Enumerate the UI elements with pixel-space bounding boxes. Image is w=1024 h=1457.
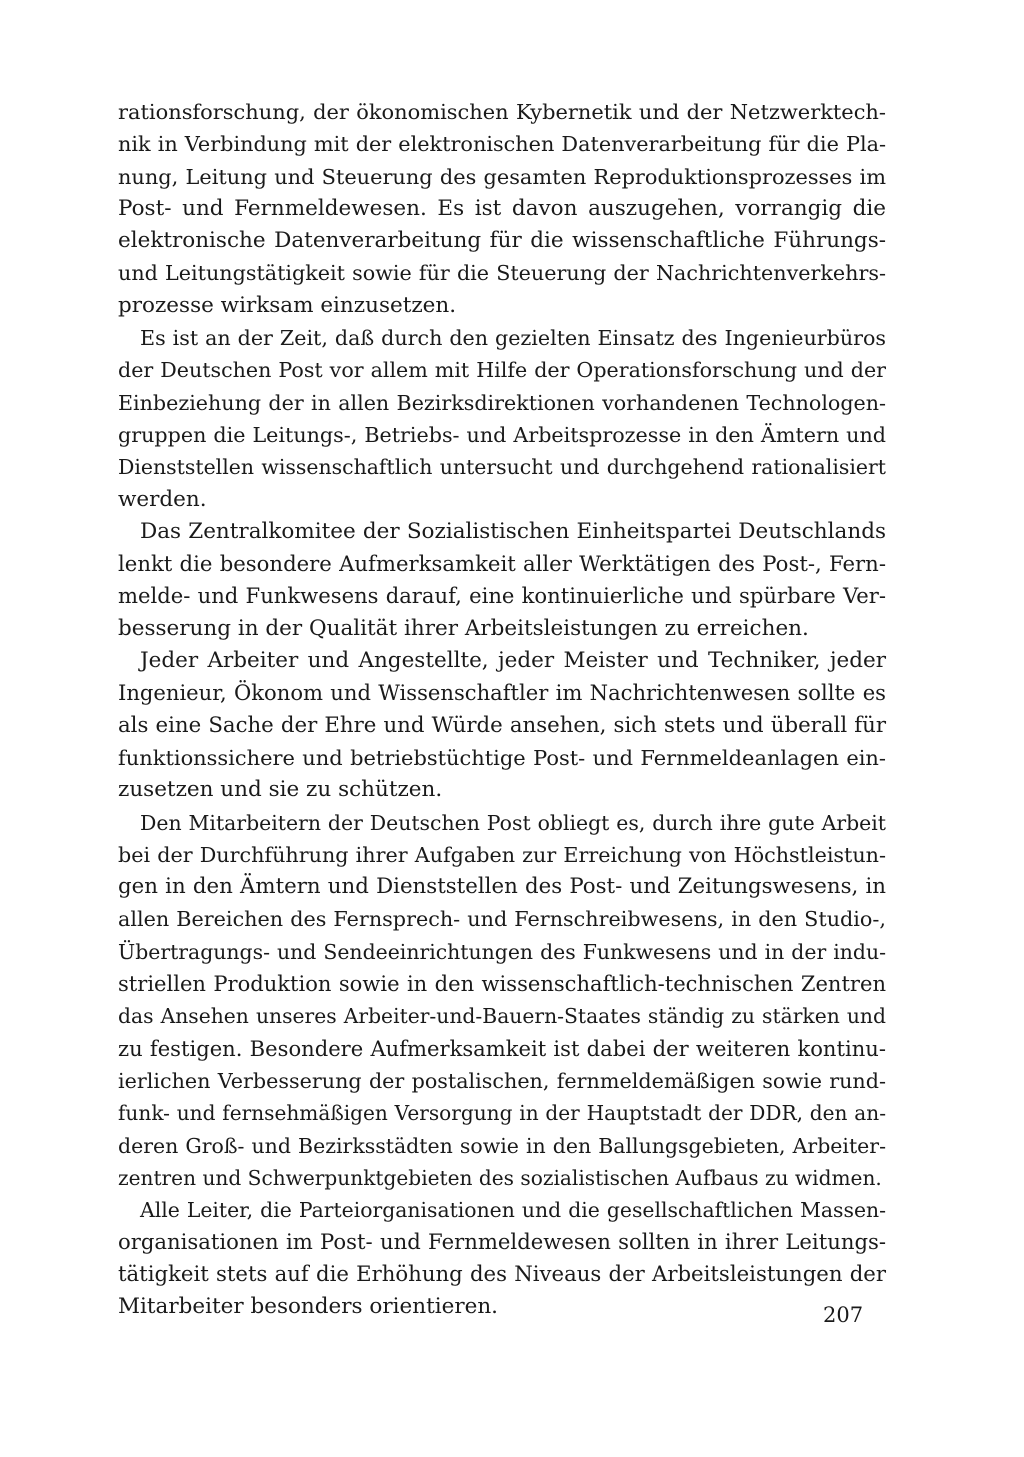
text-line: nung, Leitung und Steuerung des gesamten Reproduktionsprozesses im — [118, 164, 886, 189]
text-line: Es ist an der Zeit, daß durch den gezielten Einsatz des Ingenieurbüros — [140, 326, 886, 351]
text-line: Dienststellen wissenschaftlich untersucht und durchgehend rationalisiert — [118, 455, 886, 480]
page-body — [118, 96, 886, 1323]
text-line: ierlichen Verbesserung der postalischen, fernmeldemäßigen sowie rund- — [118, 1068, 886, 1093]
text-line: Jeder Arbeiter und Angestellte, jeder Meister und Techniker, jeder — [140, 648, 886, 674]
text-line: als eine Sache der Ehre und Würde ansehen, sich stets und überall für — [118, 712, 886, 738]
text-line: zentren und Schwerpunktgebieten des sozialistischen Aufbaus zu widmen. — [118, 1165, 882, 1190]
text-line: Den Mitarbeitern der Deutschen Post obliegt es, durch ihre gute Arbeit — [140, 810, 886, 835]
text-line: lenkt die besondere Aufmerksamkeit aller Werktätigen des Post-, Fern- — [118, 551, 886, 577]
paragraph-1 — [118, 96, 886, 322]
text-line: bei der Durchführung ihrer Aufgaben zur Erreichung von Höchstleistun- — [118, 842, 886, 867]
text-line: organisationen im Post- und Fernmeldewesen sollten in ihrer Leitungs- — [118, 1229, 886, 1255]
text-line: Einbeziehung der in allen Bezirksdirektionen vorhandenen Technologen- — [118, 390, 886, 415]
text-line: besserung in der Qualität ihrer Arbeitsleistungen zu erreichen. — [118, 615, 809, 641]
page-number: 207 — [823, 1303, 864, 1327]
text-line: elektronische Datenverarbeitung für die wissenschaftliche Führungs- — [118, 228, 886, 254]
paragraph-2 — [118, 322, 886, 516]
text-line: funk- und fernsehmäßigen Versorgung in der Hauptstadt der DDR, den an- — [118, 1101, 886, 1126]
paragraph-4 — [118, 645, 886, 806]
paragraph-3 — [118, 516, 886, 645]
text-line: Ingenieur, Ökonom und Wissenschaftler im Nachrichtenwesen sollte es — [118, 680, 886, 706]
text-line: Post- und Fernmeldewesen. Es ist davon auszugehen, vorrangig die — [118, 195, 886, 221]
text-line: das Ansehen unseres Arbeiter-und-Bauern-Staates ständig zu stärken und — [118, 1004, 886, 1029]
text-line: deren Groß- und Bezirksstädten sowie in den Ballungsgebieten, Arbeiter- — [118, 1133, 886, 1158]
text-line: Mitarbeiter besonders orientieren. — [118, 1293, 498, 1319]
text-line: Alle Leiter, die Parteiorganisationen und die gesellschaftlichen Massen- — [140, 1198, 886, 1223]
text-line: funktionssichere und betriebstüchtige Post- und Fernmeldeanlagen ein- — [118, 745, 886, 770]
text-line: und Leitungstätigkeit sowie für die Steuerung der Nachrichtenverkehrs- — [118, 261, 886, 286]
text-line: allen Bereichen des Fernsprech- und Fernschreibwesens, in den Studio-, — [118, 907, 886, 932]
text-line: zusetzen und sie zu schützen. — [118, 777, 443, 803]
text-line: tätigkeit stets auf die Erhöhung des Niveaus der Arbeitsleistungen der — [118, 1261, 886, 1287]
text-line: gen in den Ämtern und Dienststellen des Post- und Zeitungswesens, in — [118, 874, 886, 900]
text-line: rationsforschung, der ökonomischen Kybernetik und der Netzwerktech- — [118, 100, 886, 124]
text-line: prozesse wirksam einzusetzen. — [118, 292, 457, 318]
paragraph-6 — [118, 1194, 886, 1323]
paragraph-5 — [118, 807, 886, 1195]
text-line: striellen Produktion sowie in den wissenschaftlich-technischen Zentren — [118, 971, 886, 997]
text-line: der Deutschen Post vor allem mit Hilfe der Operationsforschung und der — [118, 358, 886, 383]
text-line: zu festigen. Besondere Aufmerksamkeit ist dabei der weiteren kontinu- — [118, 1035, 886, 1061]
text-line: melde- und Funkwesens darauf, eine kontinuierliche und spürbare Ver- — [118, 583, 886, 609]
text-line: werden. — [118, 486, 207, 512]
text-line: gruppen die Leitungs-, Betriebs- und Arbeitsprozesse in den Ämtern und — [118, 422, 886, 447]
text-line: nik in Verbindung mit der elektronischen Datenverarbeitung für die Pla- — [118, 132, 886, 157]
text-line: Das Zentralkomitee der Sozialistischen Einheitspartei Deutschlands — [140, 518, 886, 544]
text-line: Übertragungs- und Sendeeinrichtungen des Funkwesens und in der indu- — [118, 939, 886, 964]
